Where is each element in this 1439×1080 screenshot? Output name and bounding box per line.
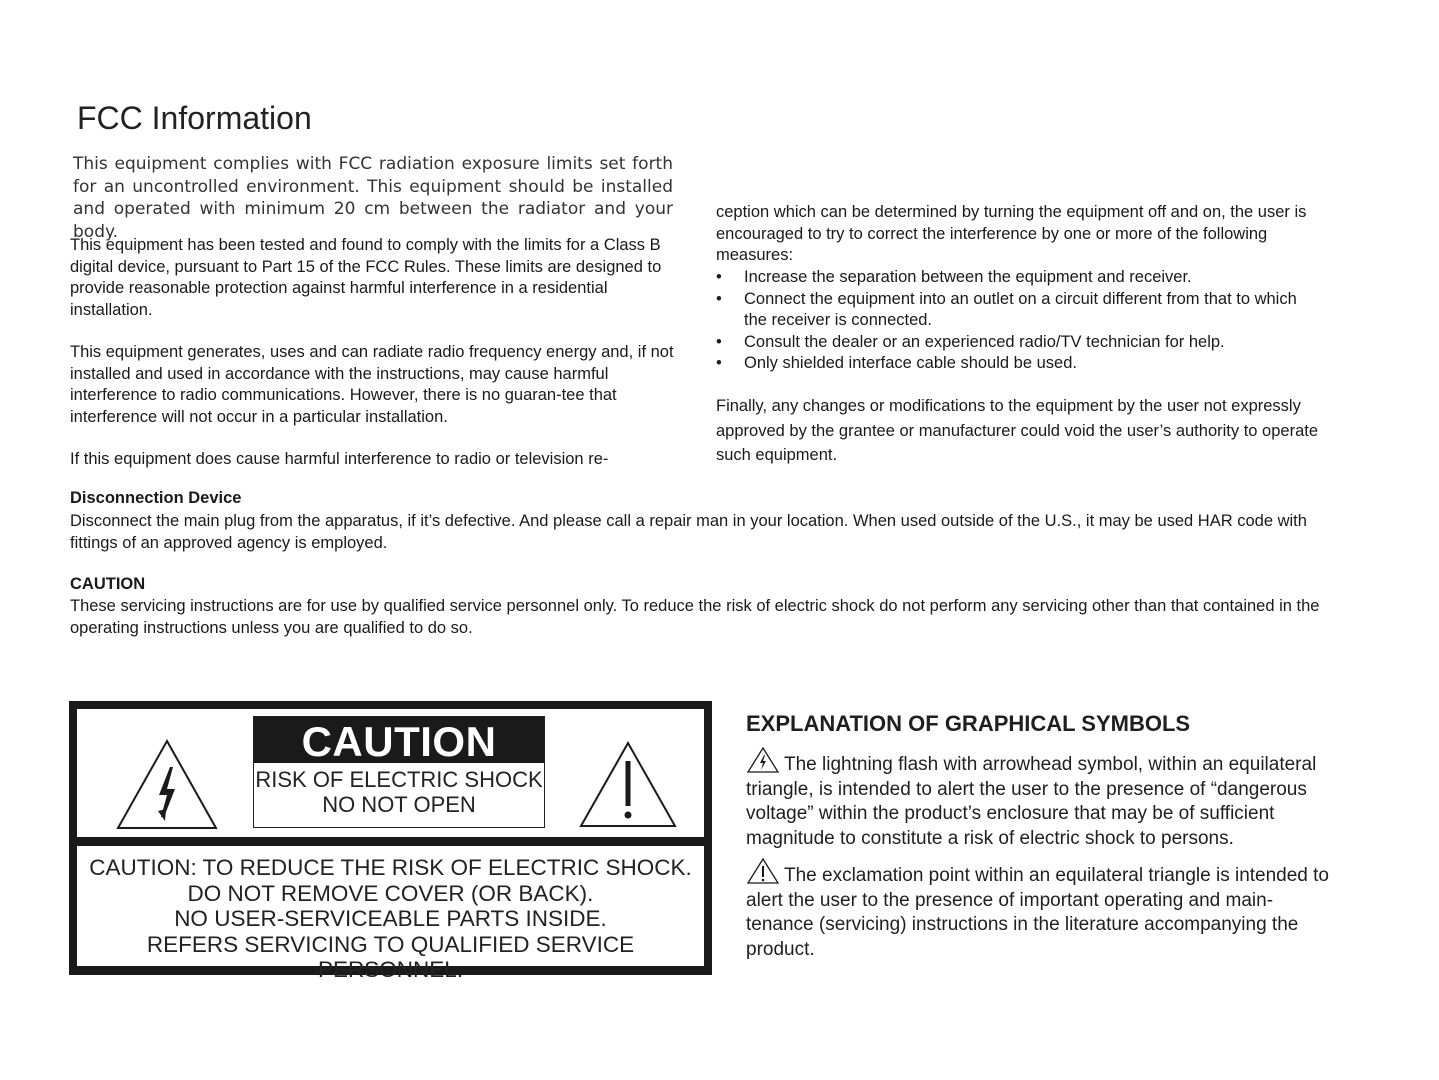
modifications-notice: Finally, any changes or modifications to the equipment by the user not expressly approved by the grantee or manufacturer could void the user’s authority to operate such equipment. (716, 397, 1319, 464)
small-lightning-icon (746, 746, 780, 774)
caution-label (69, 701, 712, 982)
label-line: REFERS SERVICING TO QUALIFIED SERVICE PERSONNEL. (146, 931, 635, 982)
caution-box-heading: CAUTION (254, 717, 544, 763)
list-item: • Only shielded interface cable should be used. (716, 353, 1316, 375)
disconnection-text: Disconnect the main plug from the apparatus, if it’s defective. And please call a repair man in your location. When used outside of the U.S., it may be used HAR code with fittings of an approved agency is employed. (70, 512, 1307, 552)
list-item: • Increase the separation between the equipment and receiver. (716, 267, 1316, 289)
explanation-heading: EXPLANATION OF GRAPHICAL SYMBOLS (746, 711, 1191, 736)
list-item: • Consult the dealer or an experienced radio/TV technician for help. (716, 332, 1316, 354)
bullet-icon: • (716, 268, 722, 286)
caution-text: These servicing instructions are for use by qualified service personnel only. To reduce the risk of electric shock do not perform any servicing other than that contained in the operating instructions unless you are qualified to do so. (70, 597, 1320, 637)
fcc-paragraph-3: If this equipment does cause harmful interference to radio or television re- (70, 450, 609, 468)
bullet-icon: • (716, 289, 722, 308)
page-title: FCC Information (77, 100, 312, 136)
caution-label-bottom (77, 846, 704, 982)
caution-label-top (77, 709, 704, 837)
measures-list (716, 267, 1316, 375)
lightning-warning-icon (115, 737, 219, 831)
exclamation-warning-icon (578, 739, 678, 829)
caution-box-subtitle: RISK OF ELECTRIC SHOCK NO NOT OPEN (255, 767, 543, 817)
exclamation-explanation: The exclamation point within an equilateral triangle is intended to alert the user to the presence of important operating and main-tenance (servicing) instructions in the literature accompanying the product. (746, 857, 1336, 962)
bullet-icon: • (716, 354, 722, 373)
fcc-paragraph-1: This equipment has been tested and found to comply with the limits for a Class B digital device, pursuant to Part 15 of the FCC Rules. These limits are designed to provide reasonable protection against harmful interference in a residential installation. (70, 236, 662, 319)
label-line: CAUTION: TO REDUCE THE RISK OF ELECTRIC SHOCK. (89, 855, 692, 880)
small-exclamation-icon (746, 857, 780, 885)
bullet-icon: • (716, 332, 722, 351)
fcc-paragraph-3-continued: ception which can be determined by turning the equipment off and on, the user is encouraged to try to correct the interference by one or more of the following measures: (716, 203, 1307, 265)
label-line: NO USER-SERVICEABLE PARTS INSIDE. (174, 906, 607, 931)
list-item: • Connect the equipment into an outlet on a circuit different from that to which the receiver is connected. (716, 289, 1297, 330)
lightning-explanation: The lightning flash with arrowhead symbol, within an equilateral triangle, is intended to alert the user to the presence of “dangerous voltage” within the product’s enclosure that may be of sufficient magnitude to constitute a risk of electric shock to persons. (746, 746, 1336, 851)
label-line: DO NOT REMOVE COVER (OR BACK). (187, 880, 594, 906)
caution-heading: CAUTION (70, 575, 146, 593)
radiation-exposure-notice: This equipment complies with FCC radiation exposure limits set forth for an uncontrolled environment. This equipment should be installed and operated with minimum 20 cm between the radiator and your body. (73, 154, 673, 242)
fcc-paragraph-2: This equipment generates, uses and can radiate radio frequency energy and, if not installed and used in accordance with the instructions, may cause harmful interference to radio communications. However, there is no guaran-tee that interference will not occur in a particular installation. (70, 343, 674, 426)
caution-box (253, 716, 545, 828)
disconnection-heading: Disconnection Device (70, 489, 242, 507)
